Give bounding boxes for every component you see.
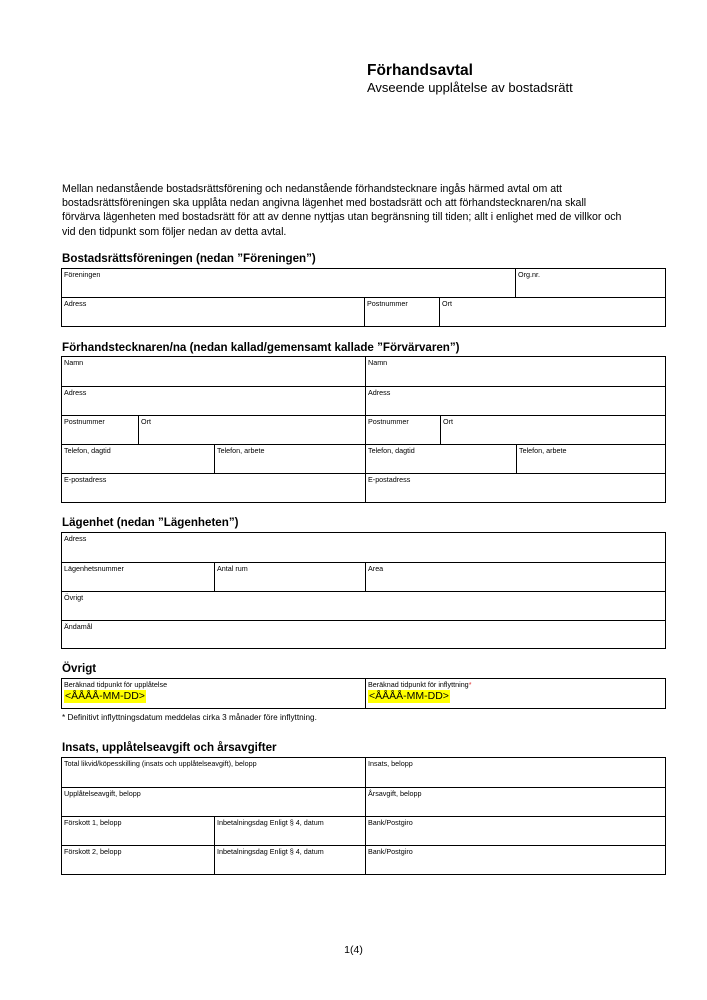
field-label: Telefon, arbete bbox=[519, 446, 567, 455]
field-label: Förskott 2, belopp bbox=[64, 847, 122, 856]
required-asterisk: * bbox=[468, 680, 472, 689]
forening-name-field[interactable] bbox=[62, 269, 515, 297]
forening-ort-field[interactable] bbox=[439, 298, 665, 326]
field-label: E-postadress bbox=[64, 475, 107, 484]
apartment-other-field[interactable] bbox=[62, 592, 665, 620]
table-row bbox=[62, 444, 665, 473]
table-row bbox=[62, 845, 665, 874]
forening-address-field[interactable] bbox=[62, 298, 364, 326]
field-label: Bank/Postgiro bbox=[368, 818, 413, 827]
forening-table bbox=[61, 268, 666, 327]
table-row bbox=[62, 591, 665, 620]
lagenhet-table bbox=[61, 532, 666, 649]
forhandstecknare-table bbox=[61, 356, 666, 503]
field-label: Postnummer bbox=[64, 417, 105, 426]
document-title: Förhandsavtal bbox=[367, 62, 473, 79]
field-label: Total likvid/köpesskilling (insats och upplåtelseavgift), belopp bbox=[64, 759, 257, 768]
field-label: Föreningen bbox=[64, 270, 101, 279]
field-label: Telefon, arbete bbox=[217, 446, 265, 455]
field-label: Bank/Postgiro bbox=[368, 847, 413, 856]
ort-field-1[interactable] bbox=[138, 416, 365, 444]
field-label: Lägenhetsnummer bbox=[64, 564, 124, 573]
title-block bbox=[367, 62, 573, 96]
email-field-2[interactable] bbox=[365, 474, 665, 502]
table-row bbox=[62, 533, 665, 562]
forskott2-field[interactable] bbox=[62, 846, 214, 874]
name-field-1[interactable] bbox=[62, 357, 365, 386]
orgnr-field[interactable] bbox=[515, 269, 665, 297]
field-label: Adress bbox=[64, 534, 87, 543]
field-label: Övrigt bbox=[64, 593, 84, 602]
field-label: Antal rum bbox=[217, 564, 248, 573]
field-label: Beräknad tidpunkt för inflyttning bbox=[368, 680, 469, 689]
table-row bbox=[62, 357, 665, 386]
field-label: Ort bbox=[442, 299, 452, 308]
phone-day-field-2[interactable] bbox=[365, 445, 516, 473]
phone-work-field-2[interactable] bbox=[516, 445, 665, 473]
upplatelseavgift-field[interactable] bbox=[62, 788, 365, 816]
apartment-number-field[interactable] bbox=[62, 563, 214, 591]
bank2-field[interactable] bbox=[365, 846, 665, 874]
rooms-field[interactable] bbox=[214, 563, 365, 591]
total-amount-field[interactable] bbox=[62, 758, 365, 787]
field-label: Ort bbox=[141, 417, 151, 426]
field-label: Ändamål bbox=[64, 622, 93, 631]
section-heading-lagenhet: Lägenhet (nedan ”Lägenheten”) bbox=[62, 516, 239, 529]
field-label: E-postadress bbox=[368, 475, 411, 484]
inflyttning-note: * Definitivt inflyttningsdatum meddelas cirka 3 månader före inflyttning. bbox=[62, 713, 317, 722]
postnummer-field-1[interactable] bbox=[62, 416, 138, 444]
email-field-1[interactable] bbox=[62, 474, 365, 502]
inflyttning-date-field[interactable]: <ÅÅÅÅ-MM-DD> bbox=[369, 690, 449, 702]
field-label: Telefon, dagtid bbox=[64, 446, 111, 455]
upplatelse-date-field[interactable]: <ÅÅÅÅ-MM-DD> bbox=[65, 690, 145, 702]
field-label: Adress bbox=[64, 299, 87, 308]
field-label: Adress bbox=[64, 388, 87, 397]
field-label: Årsavgift, belopp bbox=[368, 789, 422, 798]
field-label: Ort bbox=[443, 417, 453, 426]
section-heading-insats: Insats, upplåtelseavgift och årsavgifter bbox=[62, 741, 277, 754]
section-heading-forening: Bostadsrättsföreningen (nedan ”Föreningen”) bbox=[62, 252, 316, 265]
address-field-2[interactable] bbox=[365, 387, 665, 415]
field-label: Upplåtelseavgift, belopp bbox=[64, 789, 141, 798]
inflyttning-date-cell bbox=[365, 679, 665, 708]
table-row bbox=[62, 758, 665, 787]
table-row bbox=[62, 620, 665, 648]
field-label: Inbetalningsdag Enligt § 4, datum bbox=[217, 847, 324, 856]
field-label: Postnummer bbox=[368, 417, 409, 426]
section-heading-ovrigt: Övrigt bbox=[62, 662, 97, 675]
field-label: Beräknad tidpunkt för upplåtelse bbox=[64, 680, 168, 689]
inbetalning2-field[interactable] bbox=[214, 846, 365, 874]
intro-paragraph: Mellan nedanstående bostadsrättsförening och nedanstående förhandstecknare ingås härmed avtal om att bostadsrättsföreningen ska upplåta nedan angivna lägenhet med bostadsrätt och att förhandstecknaren/na skall förvärva lägenheten med bostadsrätt för att av denne nyttjas utan begränsning till tiden; allt i enlighet med de villkor och vid den tidpunkt som följer nedan av detta avtal. bbox=[62, 183, 622, 238]
address-field-1[interactable] bbox=[62, 387, 365, 415]
field-label: Namn bbox=[64, 358, 84, 367]
phone-work-field-1[interactable] bbox=[214, 445, 365, 473]
ovrigt-table bbox=[61, 678, 666, 709]
field-label: Area bbox=[368, 564, 384, 573]
ort-field-2[interactable] bbox=[440, 416, 665, 444]
field-label: Adress bbox=[368, 388, 391, 397]
postnummer-field-2[interactable] bbox=[365, 416, 440, 444]
table-row bbox=[62, 297, 665, 326]
insats-table bbox=[61, 757, 666, 875]
document-subtitle: Avseende upplåtelse av bostadsrätt bbox=[367, 80, 573, 95]
forskott1-field[interactable] bbox=[62, 817, 214, 845]
arsavgift-field[interactable] bbox=[365, 788, 665, 816]
field-label: Inbetalningsdag Enligt § 4, datum bbox=[217, 818, 324, 827]
table-row bbox=[62, 269, 665, 297]
table-row bbox=[62, 679, 665, 708]
upplatelse-date-cell bbox=[62, 679, 365, 708]
bank1-field[interactable] bbox=[365, 817, 665, 845]
field-label: Org.nr. bbox=[518, 270, 540, 279]
table-row bbox=[62, 415, 665, 444]
field-label: Förskott 1, belopp bbox=[64, 818, 122, 827]
forening-postnummer-field[interactable] bbox=[364, 298, 439, 326]
name-field-2[interactable] bbox=[365, 357, 665, 386]
field-label: Telefon, dagtid bbox=[368, 446, 415, 455]
field-label: Namn bbox=[368, 358, 388, 367]
table-row bbox=[62, 473, 665, 502]
table-row bbox=[62, 816, 665, 845]
field-label: Postnummer bbox=[367, 299, 408, 308]
page-number: 1(4) bbox=[344, 944, 363, 956]
phone-day-field-1[interactable] bbox=[62, 445, 214, 473]
purpose-field[interactable] bbox=[62, 621, 665, 648]
table-row bbox=[62, 787, 665, 816]
area-field[interactable] bbox=[365, 563, 665, 591]
table-row bbox=[62, 386, 665, 415]
insats-amount-field[interactable] bbox=[365, 758, 665, 787]
apartment-address-field[interactable] bbox=[62, 533, 665, 562]
section-heading-forhandstecknare: Förhandstecknaren/na (nedan kallad/gemensamt kallade ”Förvärvaren”) bbox=[62, 341, 460, 354]
inbetalning1-field[interactable] bbox=[214, 817, 365, 845]
table-row bbox=[62, 562, 665, 591]
field-label: Insats, belopp bbox=[368, 759, 413, 768]
